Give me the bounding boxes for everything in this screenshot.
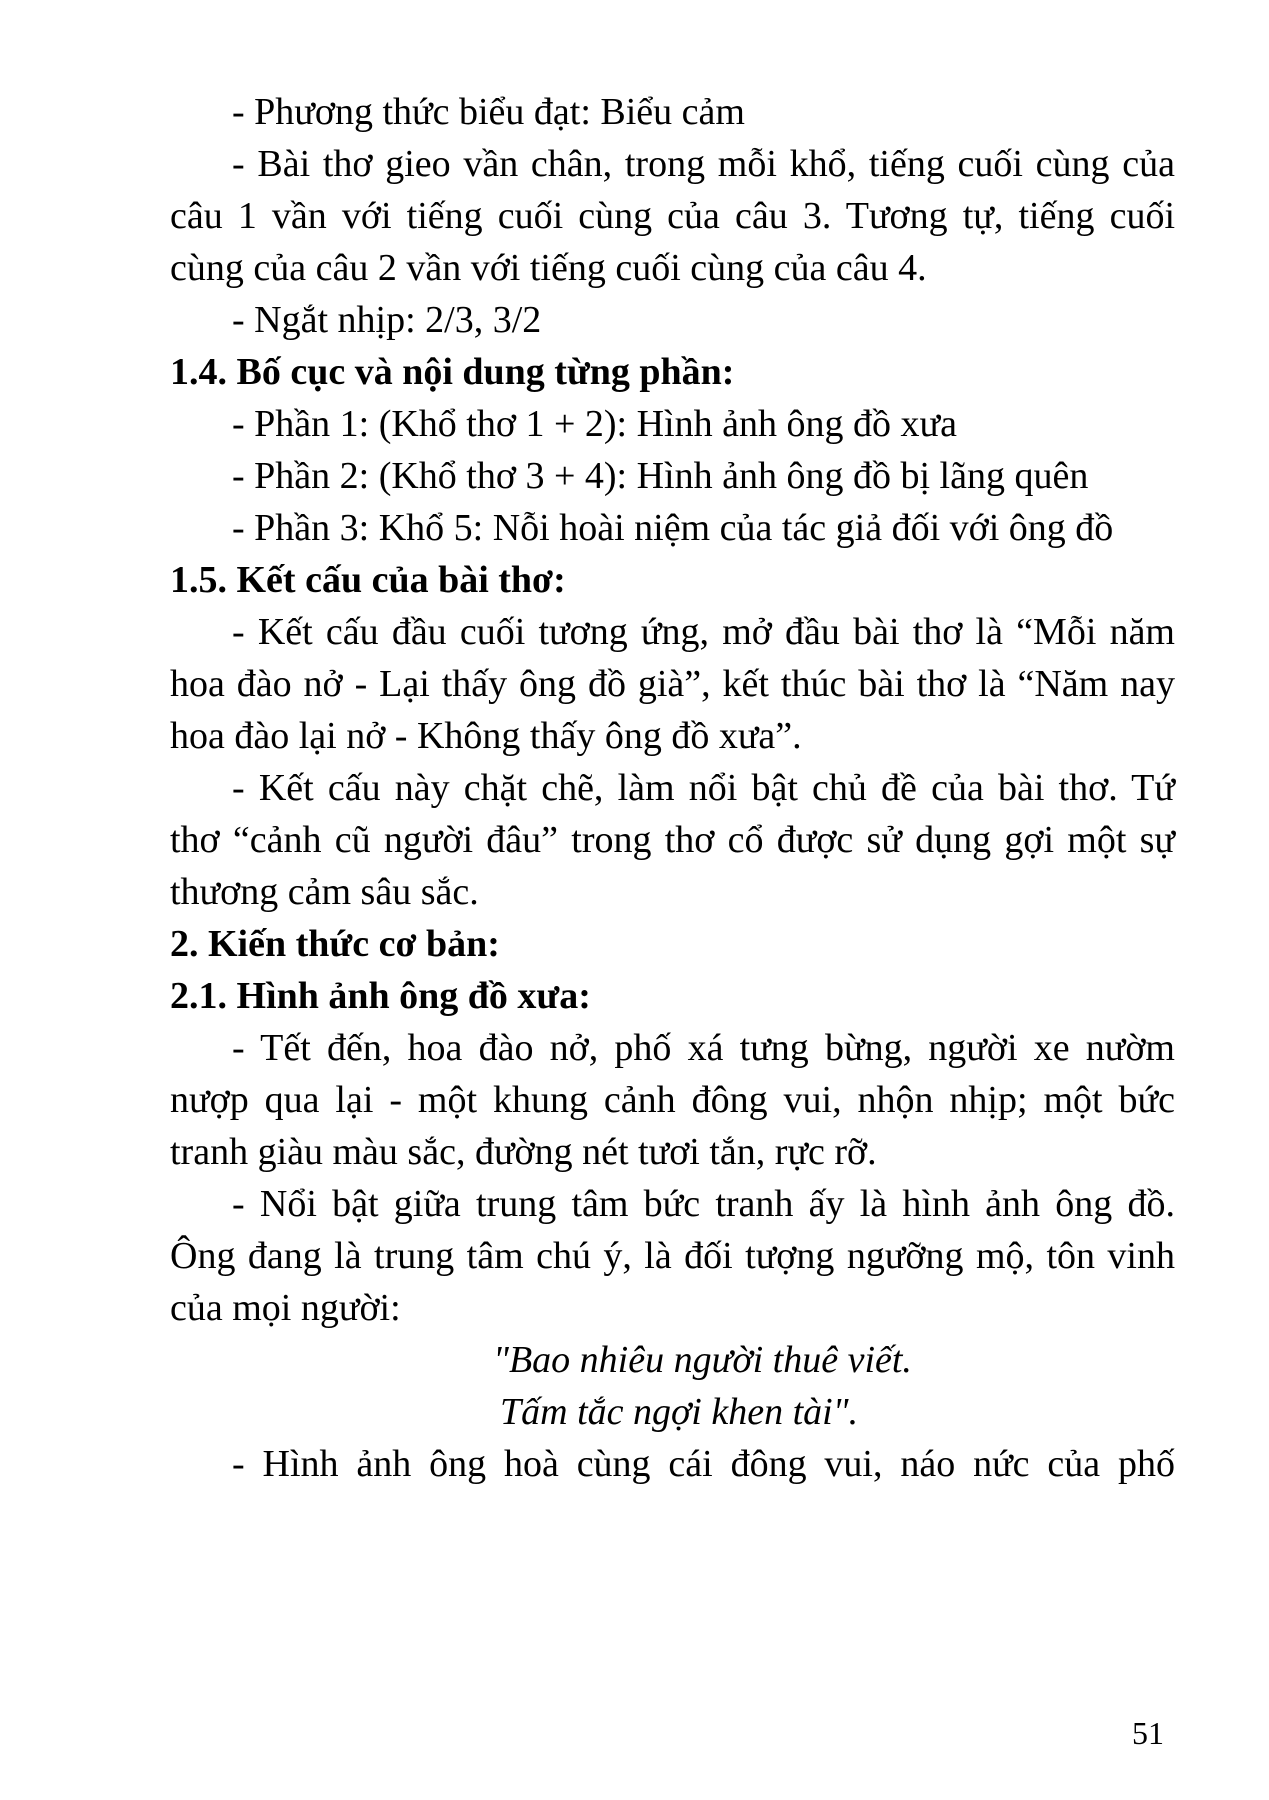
text-line: thương cảm sâu sắc. — [170, 871, 479, 913]
text-line-content: - Kết cấu này chặt chẽ, làm nổi bật chủ đề của bài thơ. Tứ — [232, 767, 1175, 809]
text-line — [170, 662, 1175, 706]
text-line: hoa đào lại nở - Không thấy ông đồ xưa”. — [170, 715, 802, 757]
text-line — [170, 194, 1175, 238]
text-line-content: - Bài thơ gieo vần chân, trong mỗi khổ, tiếng cuối cùng của — [232, 143, 1175, 185]
text-line — [232, 142, 1175, 186]
text-line — [232, 1442, 1175, 1486]
text-line — [170, 1234, 1175, 1278]
text-line — [170, 818, 1175, 862]
text-line-content: thơ “cảnh cũ người đâu” trong thơ cổ được sử dụng gợi một sự — [170, 819, 1175, 861]
text-line: - Phương thức biểu đạt: Biểu cảm — [232, 91, 745, 133]
section-heading: 2. Kiến thức cơ bản: — [170, 923, 500, 965]
text-line: - Ngắt nhịp: 2/3, 3/2 — [232, 299, 542, 341]
text-line — [170, 1078, 1175, 1122]
text-line-content: câu 1 vần với tiếng cuối cùng của câu 3. Tương tự, tiếng cuối — [170, 195, 1175, 237]
text-line — [232, 610, 1175, 654]
text-line: - Phần 1: (Khổ thơ 1 + 2): Hình ảnh ông đồ xưa — [232, 403, 957, 445]
text-line-content: - Hình ảnh ông hoà cùng cái đông vui, náo nức của phố — [232, 1443, 1175, 1485]
text-line-content: Ông đang là trung tâm chú ý, là đối tượng ngưỡng mộ, tôn vinh — [170, 1235, 1175, 1277]
text-line: tranh giàu màu sắc, đường nét tươi tắn, rực rỡ. — [170, 1131, 877, 1173]
section-heading: 2.1. Hình ảnh ông đồ xưa: — [170, 975, 591, 1017]
text-line-content: - Tết đến, hoa đào nở, phố xá tưng bừng, người xe nườm — [232, 1027, 1175, 1069]
text-line-content: nượp qua lại - một khung cảnh đông vui, nhộn nhịp; một bức — [170, 1079, 1175, 1121]
page-number: 51 — [1132, 1715, 1164, 1751]
text-line: của mọi người: — [170, 1287, 401, 1329]
section-heading: 1.5. Kết cấu của bài thơ: — [170, 559, 566, 601]
section-heading: 1.4. Bố cục và nội dung từng phần: — [170, 351, 735, 393]
poem-line: Tấm tắc ngợi khen tài". — [500, 1391, 859, 1433]
text-line: cùng của câu 2 vần với tiếng cuối cùng của câu 4. — [170, 247, 927, 289]
text-line — [232, 1026, 1175, 1070]
text-line — [232, 766, 1175, 810]
text-line-content: - Kết cấu đầu cuối tương ứng, mở đầu bài thơ là “Mỗi năm — [232, 611, 1175, 653]
text-line-content: hoa đào nở - Lại thấy ông đồ già”, kết thúc bài thơ là “Năm nay — [170, 663, 1175, 705]
poem-line: "Bao nhiêu người thuê viết. — [493, 1339, 912, 1381]
text-line: - Phần 2: (Khổ thơ 3 + 4): Hình ảnh ông đồ bị lãng quên — [232, 455, 1089, 497]
text-line — [232, 1182, 1175, 1226]
text-line: - Phần 3: Khổ 5: Nỗi hoài niệm của tác giả đối với ông đồ — [232, 507, 1114, 549]
text-line-content: - Nổi bật giữa trung tâm bức tranh ấy là hình ảnh ông đồ. — [232, 1183, 1175, 1225]
